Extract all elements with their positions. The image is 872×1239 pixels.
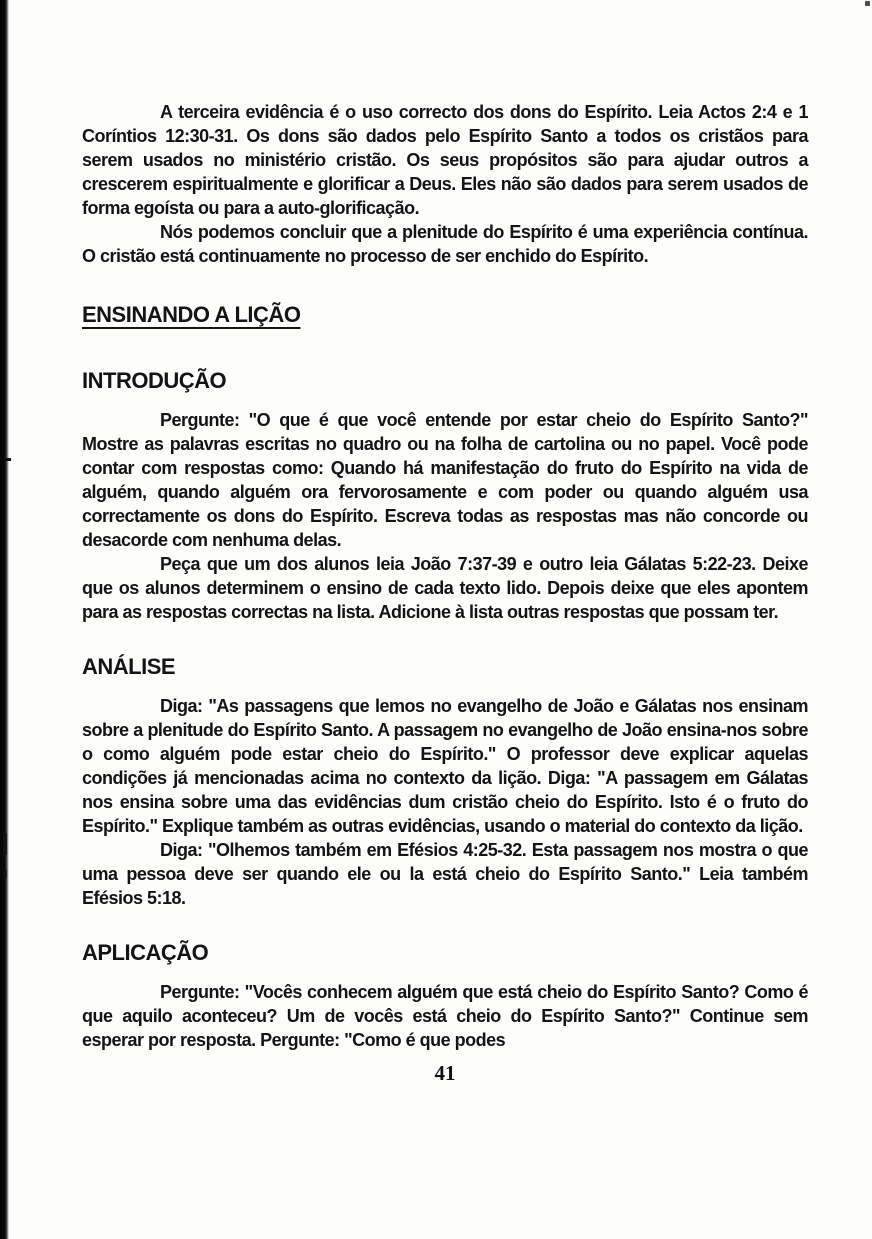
heading-aplicacao: APLICAÇÃO <box>82 940 209 965</box>
paragraph-analise-diga-olhemos: Diga: "Olhemos também em Efésios 4:25-32. Esta passagem nos mostra o que uma pessoa deve ser quando ele ou la está cheio do Espírito Santo." Leia também Efésios 5:18. <box>82 840 808 908</box>
heading-analise: ANÁLISE <box>82 654 176 679</box>
scan-speck <box>4 870 7 878</box>
scan-edge-artifact <box>0 0 9 1239</box>
heading-introducao: INTRODUÇÃO <box>82 368 227 393</box>
page-number: 41 <box>434 1061 456 1085</box>
scan-speck <box>5 458 11 461</box>
page-text-block <box>82 100 808 1085</box>
paragraph-third-evidence: A terceira evidência é o uso correcto dos dons do Espírito. Leia Actos 2:4 e 1 Coríntios 12:30-31. Os dons são dados pelo Espírito Santo a todos os cristãos para serem usados no ministério cristão. Os seus propósitos são para ajudar outros a crescerem espiritualmente e glorificar a Deus. Eles não são dados para serem usados de forma egoísta ou para a auto-glorificação. <box>82 102 808 218</box>
paragraph-introducao-peca: Peça que um dos alunos leia João 7:37-39 e outro leia Gálatas 5:22-23. Deixe que os alunos determinem o ensino de cada texto lido. Depois deixe que eles apontem para as respostas correctas na lista. Adicione à lista outras respostas que possam ter. <box>82 554 808 622</box>
scan-speck <box>3 833 7 855</box>
paragraph-analise-diga-passagens: Diga: "As passagens que lemos no evangelho de João e Gálatas nos ensinam sobre a plenitude do Espírito Santo. A passagem no evangelho de João ensina-nos sobre o como alguém pode estar cheio do Espírito." O professor deve explicar aquelas condições já mencionadas acima no contexto da lição. Diga: "A passagem em Gálatas nos ensina sobre uma das evidências dum cristão cheio do Espírito. Isto é o fruto do Espírito." Explique também as outras evidências, usando o material do contexto da lição. <box>82 696 808 836</box>
paragraph-aplicacao-pergunte: Pergunte: "Vocês conhecem alguém que está cheio do Espírito Santo? Como é que aquilo aconteceu? Um de vocês está cheio do Espírito Santo?" Continue sem esperar por resposta. Pergunte: "Como é que podes <box>82 982 808 1050</box>
heading-ensinando-a-licao: ENSINANDO A LIÇÃO <box>82 302 301 327</box>
paragraph-introducao-pergunte: Pergunte: "O que é que você entende por estar cheio do Espírito Santo?" Mostre as palavras escritas no quadro ou na folha de cartolina ou no papel. Você pode contar com respostas como: Quando há manifestação do fruto do Espírito na vida de alguém, quando alguém ora fervorosamente e com poder ou quando alguém usa correctamente os dons do Espírito. Escreva todas as respostas mas não concorde ou desacorde com nenhuma delas. <box>82 410 808 550</box>
scan-speck <box>865 1 870 6</box>
paragraph-conclusion: Nós podemos concluir que a plenitude do Espírito é uma experiência contínua. O cristão está continuamente no processo de ser enchido do Espírito. <box>82 222 808 266</box>
